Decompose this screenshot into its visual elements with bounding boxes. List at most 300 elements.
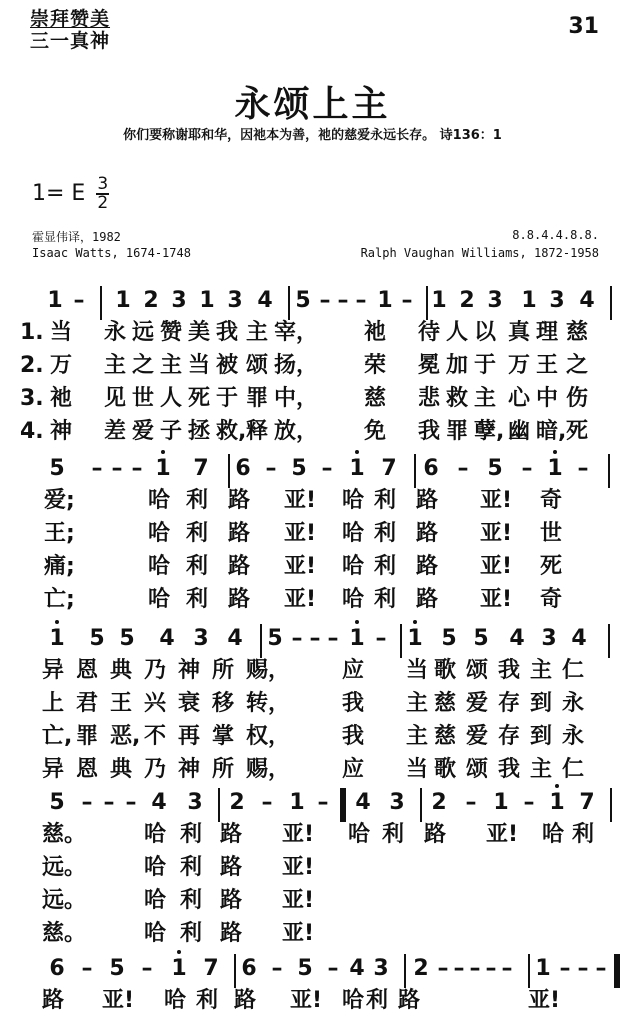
note: 1 xyxy=(349,626,365,651)
lyric-syllable: 我 xyxy=(342,691,365,716)
lyric-syllable: 利 xyxy=(374,488,397,513)
lyric-syllable: 悲 xyxy=(418,386,441,411)
sustain-dash: – xyxy=(523,790,535,815)
sustain-dash: – xyxy=(437,956,449,981)
note: 4 xyxy=(509,626,525,651)
lyric-syllable: 扬， xyxy=(274,353,319,378)
note: 1 xyxy=(521,288,537,313)
lyric-syllable: 主 xyxy=(530,658,553,683)
lyric-syllable: 衰 xyxy=(178,691,201,716)
note: 5 xyxy=(487,456,503,481)
lyric-syllable: 奇 xyxy=(540,587,563,612)
lyric-syllable: 哈 xyxy=(342,521,365,546)
sustain-dash: – xyxy=(125,790,137,815)
lyric-syllable: 远。 xyxy=(42,855,87,880)
lyric-syllable: 当 xyxy=(188,353,211,378)
lyric-syllable: 路 xyxy=(228,521,251,546)
sustain-dash: – xyxy=(595,956,607,981)
lyric-syllable: 中， xyxy=(274,386,319,411)
lyric-syllable: 永 xyxy=(562,724,585,749)
lyric-syllable: 救 xyxy=(446,386,469,411)
lyric-syllable: 利 xyxy=(186,521,209,546)
page-number: 31 xyxy=(568,14,599,39)
lyric-syllable: 颂 xyxy=(246,353,269,378)
sustain-dash: – xyxy=(91,456,103,481)
lyric-syllable: 亚! xyxy=(282,855,315,880)
lyric-line xyxy=(20,722,610,752)
lyric-syllable: 主 xyxy=(104,353,127,378)
key-label: 1= E xyxy=(32,181,86,206)
note: 5 xyxy=(109,956,125,981)
sustain-dash: – xyxy=(501,956,513,981)
high-octave-dot xyxy=(553,450,557,454)
sustain-dash: – xyxy=(355,288,367,313)
verse-number: 1. xyxy=(20,320,44,345)
double-bar-line xyxy=(614,954,620,988)
author-credit: Isaac Watts, 1674-1748 xyxy=(32,246,191,260)
lyric-syllable: 祂 xyxy=(50,386,73,411)
lyric-syllable: 路 xyxy=(220,855,243,880)
lyric-syllable: 恶, xyxy=(110,724,141,749)
note: 5 xyxy=(49,790,65,815)
lyric-syllable: 路 xyxy=(416,587,439,612)
note: 3 xyxy=(193,626,209,651)
lyric-syllable: 罪 xyxy=(246,386,269,411)
lyric-syllable: 王 xyxy=(110,691,133,716)
lyric-syllable: 死 xyxy=(540,554,563,579)
lyric-syllable: 应 xyxy=(342,757,365,782)
lyric-syllable: 亚! xyxy=(480,587,513,612)
sustain-dash: – xyxy=(103,790,115,815)
high-octave-dot xyxy=(55,620,59,624)
sustain-dash: – xyxy=(291,626,303,651)
note: 7 xyxy=(203,956,219,981)
lyric-syllable: 歌 xyxy=(434,757,457,782)
lyric-syllable: 孽, xyxy=(474,419,505,444)
lyric-line xyxy=(20,519,610,549)
lyric-syllable: 哈 xyxy=(348,822,371,847)
lyric-syllable: 神 xyxy=(178,658,201,683)
lyric-syllable: 死 xyxy=(566,419,589,444)
bar-line xyxy=(420,788,422,822)
lyric-syllable: 慈 xyxy=(434,691,457,716)
sustain-dash: – xyxy=(141,956,153,981)
lyric-syllable: 到 xyxy=(530,691,553,716)
hymn-title: 永颂上主 xyxy=(234,83,391,125)
lyric-syllable: 仁 xyxy=(562,658,585,683)
notation-row xyxy=(26,452,606,486)
lyric-line xyxy=(20,384,610,414)
lyric-syllable: 路 xyxy=(398,988,421,1013)
lyric-syllable: 颂 xyxy=(466,757,489,782)
note: 3 xyxy=(389,790,405,815)
lyric-syllable: 主 xyxy=(160,353,183,378)
lyric-syllable: 路 xyxy=(234,988,257,1013)
lyric-syllable: 哈 xyxy=(342,488,365,513)
high-octave-dot xyxy=(555,784,559,788)
note: 3 xyxy=(373,956,389,981)
note: 7 xyxy=(193,456,209,481)
lyric-syllable: 利 xyxy=(366,988,389,1013)
scripture-verse: 你们要称谢耶和华，因祂本为善，祂的慈爱永远长存。 诗136：1 xyxy=(123,128,502,143)
note: 1 xyxy=(349,456,365,481)
lyric-syllable: 恩 xyxy=(76,757,99,782)
lyric-syllable: 于 xyxy=(216,386,239,411)
lyric-syllable: 路 xyxy=(416,554,439,579)
lyric-line xyxy=(20,552,610,582)
lyric-syllable: 君 xyxy=(76,691,99,716)
sustain-dash: – xyxy=(73,288,85,313)
lyric-syllable: 利 xyxy=(196,988,219,1013)
lyric-syllable: 利 xyxy=(572,822,595,847)
lyric-line xyxy=(20,820,610,850)
lyric-syllable: 路 xyxy=(42,988,65,1013)
verse-number: 4. xyxy=(20,419,44,444)
lyric-syllable: 中 xyxy=(536,386,559,411)
lyric-line xyxy=(20,417,610,447)
brand-line-2: 三一真神 xyxy=(30,30,111,52)
sustain-dash: – xyxy=(337,288,349,313)
high-octave-dot xyxy=(355,620,359,624)
note: 5 xyxy=(267,626,283,651)
lyric-syllable: 我 xyxy=(342,724,365,749)
lyric-syllable: 路 xyxy=(424,822,447,847)
meter: 8.8.4.4.8.8. xyxy=(512,228,599,242)
lyric-syllable: 路 xyxy=(416,488,439,513)
lyric-syllable: 亡; xyxy=(44,587,75,612)
bar-line xyxy=(218,788,220,822)
lyric-syllable: 所 xyxy=(212,757,235,782)
high-octave-dot xyxy=(355,450,359,454)
bar-line xyxy=(260,624,262,658)
note: 6 xyxy=(423,456,439,481)
lyric-syllable: 当 xyxy=(50,320,73,345)
sustain-dash: – xyxy=(319,288,331,313)
lyric-syllable: 路 xyxy=(220,822,243,847)
note: 3 xyxy=(171,288,187,313)
lyric-syllable: 利 xyxy=(374,587,397,612)
lyric-syllable: 异 xyxy=(42,658,65,683)
lyric-syllable: 爱 xyxy=(466,691,489,716)
sustain-dash: – xyxy=(559,956,571,981)
sustain-dash: – xyxy=(577,956,589,981)
time-signature-denominator: 2 xyxy=(97,193,109,213)
lyric-syllable: 子 xyxy=(160,419,183,444)
note: 2 xyxy=(229,790,245,815)
note: 5 xyxy=(297,956,313,981)
lyric-syllable: 亚! xyxy=(284,554,317,579)
note: 7 xyxy=(579,790,595,815)
lyric-syllable: 到 xyxy=(530,724,553,749)
lyric-syllable: 万 xyxy=(50,353,73,378)
lyric-syllable: 利 xyxy=(382,822,405,847)
translator-credit: 霍显伟译，1982 xyxy=(32,230,121,244)
lyric-syllable: 转， xyxy=(246,691,291,716)
lyric-line xyxy=(20,585,610,615)
verse-number: 2. xyxy=(20,353,44,378)
lyric-syllable: 典 xyxy=(110,757,133,782)
time-signature xyxy=(96,176,109,212)
note: 6 xyxy=(49,956,65,981)
lyric-syllable: 爱 xyxy=(132,419,155,444)
lyric-syllable: 主 xyxy=(406,724,429,749)
lyric-syllable: 当 xyxy=(406,658,429,683)
lyric-syllable: 美 xyxy=(188,320,211,345)
lyric-syllable: 加 xyxy=(446,353,469,378)
lyric-syllable: 释 xyxy=(246,419,269,444)
bar-line xyxy=(426,286,428,320)
note: 3 xyxy=(541,626,557,651)
sustain-dash: – xyxy=(81,956,93,981)
key-signature xyxy=(32,176,109,212)
lyric-line xyxy=(20,486,610,516)
lyric-syllable: 我 xyxy=(216,320,239,345)
note: 5 xyxy=(473,626,489,651)
lyric-syllable: 待 xyxy=(418,320,441,345)
lyric-line xyxy=(20,689,610,719)
lyric-syllable: 远。 xyxy=(42,888,87,913)
sustain-dash: – xyxy=(261,790,273,815)
lyric-syllable: 典 xyxy=(110,658,133,683)
sustain-dash: – xyxy=(327,626,339,651)
sustain-dash: – xyxy=(457,456,469,481)
note: 3 xyxy=(187,790,203,815)
note: 5 xyxy=(119,626,135,651)
note: 5 xyxy=(291,456,307,481)
lyric-syllable: 亚! xyxy=(282,888,315,913)
sustain-dash: – xyxy=(469,956,481,981)
notation-row xyxy=(26,786,606,820)
lyric-syllable: 哈 xyxy=(144,822,167,847)
lyric-syllable: 亡, xyxy=(42,724,73,749)
lyric-syllable: 暗, xyxy=(536,419,567,444)
lyric-syllable: 亚! xyxy=(284,488,317,513)
sustain-dash: – xyxy=(465,790,477,815)
lyric-syllable: 恩 xyxy=(76,658,99,683)
lyric-syllable: 幽 xyxy=(508,419,531,444)
lyric-syllable: 乃 xyxy=(144,757,167,782)
note: 3 xyxy=(549,288,565,313)
note: 1 xyxy=(47,288,63,313)
lyric-syllable: 世 xyxy=(132,386,155,411)
note: 6 xyxy=(235,456,251,481)
lyric-syllable: 利 xyxy=(180,822,203,847)
lyric-syllable: 赞 xyxy=(160,320,183,345)
sustain-dash: – xyxy=(327,956,339,981)
double-bar-line xyxy=(340,788,346,822)
note: 2 xyxy=(143,288,159,313)
note: 1 xyxy=(199,288,215,313)
lyric-syllable: 哈 xyxy=(342,587,365,612)
lyric-syllable: 爱; xyxy=(44,488,75,513)
lyric-syllable: 存 xyxy=(498,691,521,716)
lyric-syllable: 主 xyxy=(530,757,553,782)
lyric-syllable: 差 xyxy=(104,419,127,444)
sustain-dash: – xyxy=(577,456,589,481)
note: 1 xyxy=(171,956,187,981)
note: 2 xyxy=(413,956,429,981)
lyric-line xyxy=(20,853,610,883)
high-octave-dot xyxy=(161,450,165,454)
note: 5 xyxy=(89,626,105,651)
lyric-line xyxy=(20,318,610,348)
lyric-syllable: 永 xyxy=(562,691,585,716)
high-octave-dot xyxy=(177,950,181,954)
verse-number: 3. xyxy=(20,386,44,411)
lyric-syllable: 神 xyxy=(178,757,201,782)
note: 4 xyxy=(571,626,587,651)
lyric-syllable: 路 xyxy=(228,488,251,513)
high-octave-dot xyxy=(413,620,417,624)
sustain-dash: – xyxy=(521,456,533,481)
note: 5 xyxy=(295,288,311,313)
lyric-syllable: 乃 xyxy=(144,658,167,683)
sustain-dash: – xyxy=(81,790,93,815)
lyric-syllable: 哈 xyxy=(148,554,171,579)
lyric-syllable: 于 xyxy=(474,353,497,378)
note: 5 xyxy=(49,456,65,481)
sustain-dash: – xyxy=(375,626,387,651)
note: 2 xyxy=(431,790,447,815)
lyric-syllable: 奇 xyxy=(540,488,563,513)
sustain-dash: – xyxy=(321,456,333,481)
note: 4 xyxy=(349,956,365,981)
sustain-dash: – xyxy=(131,456,143,481)
lyric-syllable: 亚! xyxy=(282,921,315,946)
lyric-syllable: 主 xyxy=(246,320,269,345)
lyric-syllable: 利 xyxy=(186,554,209,579)
lyric-syllable: 哈 xyxy=(148,587,171,612)
lyric-syllable: 不 xyxy=(144,724,167,749)
lyric-syllable: 亚! xyxy=(284,521,317,546)
lyric-syllable: 主 xyxy=(406,691,429,716)
lyric-syllable: 利 xyxy=(374,554,397,579)
sustain-dash: – xyxy=(401,288,413,313)
brand-line-1: 崇拜赞美 xyxy=(30,8,111,30)
lyric-syllable: 慈。 xyxy=(42,822,87,847)
lyric-syllable: 利 xyxy=(180,855,203,880)
lyric-syllable: 慈。 xyxy=(42,921,87,946)
lyric-syllable: 之 xyxy=(132,353,155,378)
lyric-syllable: 理 xyxy=(536,320,559,345)
note: 4 xyxy=(159,626,175,651)
sustain-dash: – xyxy=(317,790,329,815)
lyric-syllable: 再 xyxy=(178,724,201,749)
bar-line xyxy=(610,788,612,822)
note: 4 xyxy=(151,790,167,815)
note: 5 xyxy=(441,626,457,651)
lyric-syllable: 哈 xyxy=(148,521,171,546)
lyric-syllable: 之 xyxy=(566,353,589,378)
lyric-syllable: 世 xyxy=(540,521,563,546)
lyric-syllable: 我 xyxy=(498,658,521,683)
time-signature-numerator: 3 xyxy=(97,174,109,194)
note: 1 xyxy=(431,288,447,313)
book-brand xyxy=(30,8,110,52)
lyric-syllable: 王; xyxy=(44,521,75,546)
lyric-syllable: 路 xyxy=(416,521,439,546)
lyric-syllable: 哈 xyxy=(342,554,365,579)
lyric-syllable: 哈 xyxy=(144,888,167,913)
lyric-syllable: 亚! xyxy=(528,988,561,1013)
lyric-syllable: 路 xyxy=(228,587,251,612)
lyric-syllable: 哈 xyxy=(144,855,167,880)
lyric-line xyxy=(20,886,610,916)
bar-line xyxy=(610,286,612,320)
notation-row xyxy=(26,622,606,656)
lyric-syllable: 祂 xyxy=(364,320,387,345)
lyric-syllable: 哈 xyxy=(164,988,187,1013)
note: 1 xyxy=(155,456,171,481)
lyric-syllable: 我 xyxy=(418,419,441,444)
sustain-dash: – xyxy=(309,626,321,651)
bar-line xyxy=(414,454,416,488)
bar-line xyxy=(228,454,230,488)
lyric-syllable: 远 xyxy=(132,320,155,345)
lyric-syllable: 我 xyxy=(498,757,521,782)
bar-line xyxy=(404,954,406,988)
lyric-syllable: 利 xyxy=(180,921,203,946)
note: 1 xyxy=(115,288,131,313)
lyric-line xyxy=(20,755,610,785)
bar-line xyxy=(608,454,610,488)
lyric-syllable: 存 xyxy=(498,724,521,749)
lyric-syllable: 被 xyxy=(216,353,239,378)
lyric-syllable: 路 xyxy=(220,888,243,913)
lyric-syllable: 颂 xyxy=(466,658,489,683)
lyric-syllable: 王 xyxy=(536,353,559,378)
lyric-syllable: 人 xyxy=(446,320,469,345)
lyric-syllable: 亚! xyxy=(102,988,135,1013)
note: 1 xyxy=(547,456,563,481)
lyric-syllable: 亚! xyxy=(480,488,513,513)
lyric-line xyxy=(20,919,610,949)
lyric-syllable: 亚! xyxy=(486,822,519,847)
bar-line xyxy=(528,954,530,988)
note: 4 xyxy=(355,790,371,815)
lyric-syllable: 以 xyxy=(474,320,497,345)
lyric-syllable: 亚! xyxy=(480,521,513,546)
sustain-dash: – xyxy=(265,456,277,481)
lyric-syllable: 放， xyxy=(274,419,319,444)
lyric-syllable: 权， xyxy=(246,724,291,749)
lyric-syllable: 冕 xyxy=(418,353,441,378)
lyric-syllable: 利 xyxy=(180,888,203,913)
lyric-syllable: 赐， xyxy=(246,757,291,782)
lyric-syllable: 救, xyxy=(216,419,247,444)
lyric-syllable: 所 xyxy=(212,658,235,683)
lyric-syllable: 拯 xyxy=(188,419,211,444)
lyric-syllable: 兴 xyxy=(144,691,167,716)
note: 7 xyxy=(381,456,397,481)
lyric-syllable: 见 xyxy=(104,386,127,411)
lyric-line xyxy=(20,351,610,381)
sustain-dash: – xyxy=(271,956,283,981)
lyric-syllable: 上 xyxy=(42,691,65,716)
bar-line xyxy=(234,954,236,988)
note: 6 xyxy=(241,956,257,981)
composer-credit: Ralph Vaughan Williams, 1872-1958 xyxy=(360,246,599,260)
lyric-syllable: 亚! xyxy=(282,822,315,847)
lyric-syllable: 异 xyxy=(42,757,65,782)
lyric-syllable: 利 xyxy=(374,521,397,546)
lyric-syllable: 免 xyxy=(364,419,387,444)
lyric-syllable: 心 xyxy=(508,386,531,411)
lyric-syllable: 死 xyxy=(188,386,211,411)
sustain-dash: – xyxy=(453,956,465,981)
note: 1 xyxy=(549,790,565,815)
lyric-syllable: 痛; xyxy=(44,554,75,579)
